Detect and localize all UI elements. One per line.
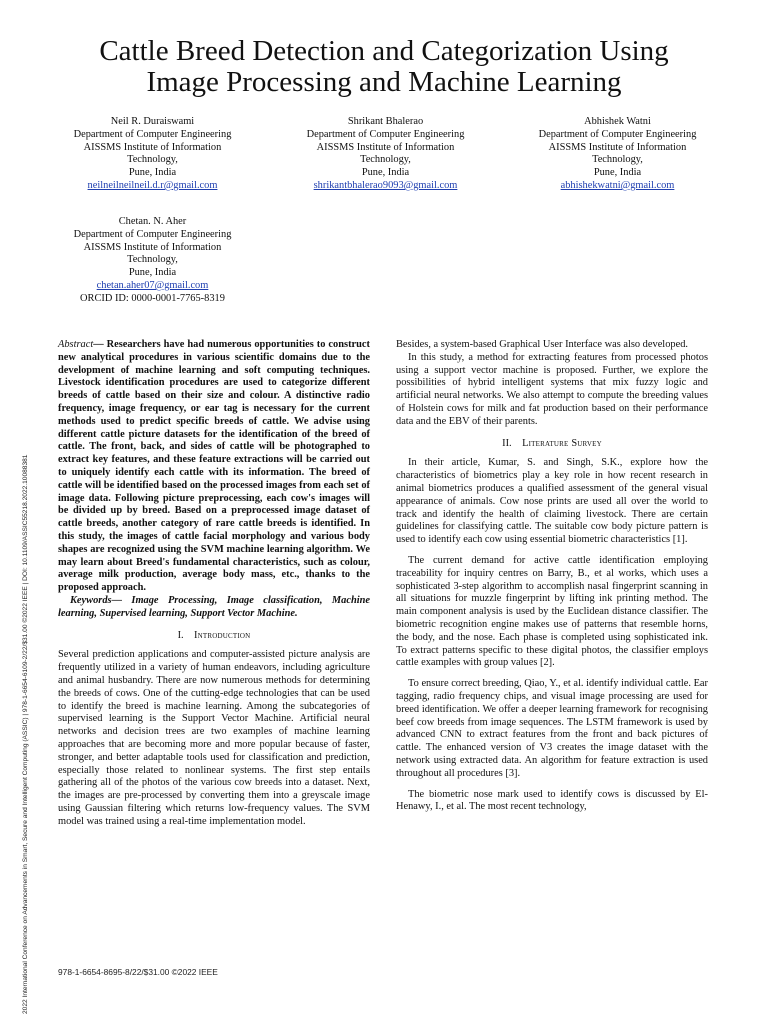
author-email-link[interactable]: shrikantbhalerao9093@gmail.com xyxy=(313,179,458,191)
abstract-label: Abstract xyxy=(58,339,94,350)
right-column xyxy=(396,339,708,814)
lit-paragraph: To ensure correct breeding, Qiao, Y., et al. identify individual cattle. Ear tagging, radio frequency chips, and visual image processing are used for breed identification. We offer a deeper learning framework for recognising beef cow breeds from image sequences. The LSTM framework is used by advanced CNN to extract features from the front and back pictures of cattle. The enhanced version of V3 creates the image dataset with the network using extracted data. An algorithm for feature extraction is used throughout all procedures [3]. xyxy=(396,678,708,779)
author-dept: Department of Computer Engineering xyxy=(538,128,697,140)
page-footer: 978-1-6654-8695-8/22/$31.00 ©2022 IEEE xyxy=(58,967,218,977)
author-email-link[interactable]: abhishekwatni@gmail.com xyxy=(560,179,675,191)
author-dept: Department of Computer Engineering xyxy=(73,128,232,140)
author-dept: Department of Computer Engineering xyxy=(73,228,232,240)
keywords-label: Keywords— xyxy=(70,594,122,606)
section-heading-literature-survey xyxy=(396,438,708,451)
abstract-text: — Researchers have had numerous opportunities to construct new analytical procedures in various scientific domains due to the development of machine learning and soft computing techniques. Livestock identification procedures are used to categorize different breeds of cattle based on their size and colour. A distinctive radio frequency, image frequency, or ear tag is necessary for the current methods used to predict specific breeds of cattle. We advise using different cattle picture datasets for the identification of the breed of cattle. The front, back, and sides of cattle will be photographed to extract key features, and these feature extractions will be carried out to uniquely identify each cattle with its information. The breed of cattle will be identified based on the processed images from each set of image data. Following picture preprocessing, each cow's images will be divided up by breed. Based on a preprocessed image dataset of cattle breeds, another category of rare cattle breeds is identified. In this study, the images of cattle facial morphology and various body shapes are recognized using the SVM machine learning algorithm. We may learn about Breed's fundamental characteristics, such as colour, average milk production, average body mass, etc., thanks to the proposed approach. xyxy=(58,339,370,594)
author-inst: Technology, xyxy=(360,154,411,166)
section-number: I. xyxy=(177,629,184,641)
author-block-2 xyxy=(278,116,493,193)
author-name: Neil R. Duraiswami xyxy=(110,116,195,127)
author-inst: Technology, xyxy=(592,154,643,166)
lit-paragraph: The biometric nose mark used to identify cows is discussed by El-Henawy, I., et al. The most recent technology, xyxy=(396,788,708,813)
author-inst: AISSMS Institute of Information xyxy=(548,141,687,153)
section-number: II. xyxy=(502,437,512,449)
title-line-1: Cattle Breed Detection and Categorization Using xyxy=(99,35,669,67)
author-inst: AISSMS Institute of Information xyxy=(83,241,222,253)
lit-paragraph: In their article, Kumar, S. and Singh, S.K., explore how the characteristics of biometrics play a key role in how recent research in animal biometrics produces a qualified assessment of the general visual appearance of animals. Cow nose prints are used all over the world to track and identify the health of claiming livestock. There are certain guidelines for classifying cattle. The suitable cow body picture pattern is used to identify each cow using essential biometric characteristics [1]. xyxy=(396,457,708,546)
body-paragraph: In this study, a method for extracting features from processed photos using a support vector machine is proposed. Further, we explore the possibilities of hybrid intelligent systems that mix fuzzy logic and artificial neural networks. We also attempt to compute the breeding values of Holstein cows for milk and fat production based on their performance data and the EBV of their parents. xyxy=(396,351,708,427)
author-name: Shrikant Bhalerao xyxy=(347,116,424,127)
author-name: Chetan. N. Aher xyxy=(118,216,187,227)
author-name: Abhishek Watni xyxy=(584,116,651,127)
author-dept: Department of Computer Engineering xyxy=(306,128,465,140)
author-city: Pune, India xyxy=(128,167,177,179)
intro-paragraph: Several prediction applications and computer-assisted picture analysis are frequently utilized in a variety of human endeavors, including agriculture and animal husbandry. There are now numerous methods for determining the breeds of cows. One of the cutting-edge technologies that can be used to identify the breed is machine learning. Among the subcategories of supervised learning is the Support Vector Machine. Artificial neural networks and decision trees are two examples of machine learning approaches that are becoming more and more popular because of faster, stronger, and better adaptable tools used for classification and prediction, especially those related to nonlinear systems. The first step entails gathering all of the photos of the various cow breeds into a dataset. Next, the images are pre-processed by converting them into a greyscale image using Gaussian filtering which returns low-frequency values. The SVM model was trained using a real-time implementation model. xyxy=(58,649,370,827)
author-city: Pune, India xyxy=(593,167,642,179)
author-inst: AISSMS Institute of Information xyxy=(83,141,222,153)
author-email-link[interactable]: neilneilneilneil.d.r@gmail.com xyxy=(87,179,218,191)
paper-title xyxy=(40,36,728,98)
author-email-link[interactable]: chetan.aher07@gmail.com xyxy=(96,279,209,291)
abstract xyxy=(58,339,370,595)
author-orcid: ORCID ID: 0000-0001-7765-8319 xyxy=(80,292,225,304)
author-inst: AISSMS Institute of Information xyxy=(316,141,455,153)
title-line-2: Image Processing and Machine Learning xyxy=(146,66,622,98)
author-city: Pune, India xyxy=(361,167,410,179)
author-inst: Technology, xyxy=(127,154,178,166)
body-paragraph: Besides, a system-based Graphical User Interface was also developed. xyxy=(396,339,688,350)
left-column xyxy=(58,339,370,828)
author-city: Pune, India xyxy=(128,267,177,279)
keywords xyxy=(58,595,370,621)
sidebar-citation: 2022 International Conference on Advancements in Smart, Secure and Intelligent Computing (ASSIC) | 978-1-6654-6109-2/22/$31.00 ©2022 IEEE | DOI: 10.1109/ASSIC55218.2022.10088381 xyxy=(22,454,29,1014)
author-inst: Technology, xyxy=(127,254,178,266)
author-block-3 xyxy=(510,116,725,193)
author-block-4 xyxy=(40,216,265,306)
section-title: Introduction xyxy=(194,629,251,641)
author-block-1 xyxy=(45,116,260,193)
section-title: Literature Survey xyxy=(522,437,602,449)
lit-paragraph: The current demand for active cattle identification employing traceability for inquiry centres on Barry, B., et al works, which uses a sophisticated 3-step algorithm to accomplish nasal fingerprint scanning in all situations for muzzle fingerprint by lifting ink printing method. The main component analysis is used by the Euclidean distance classifier. The biometric recognition engine makes use of patterns that resemble horns, the body, and the nose. Each phase is completed using sophisticated ink. To extract patterns specific to these digital photos, the classifier employs cattle examples with group values [2]. xyxy=(396,554,708,669)
keywords-text: Image Processing, Image classification, Machine learning, Supervised learning, Support Vector Machine. xyxy=(58,594,370,619)
section-heading-introduction xyxy=(58,630,370,643)
